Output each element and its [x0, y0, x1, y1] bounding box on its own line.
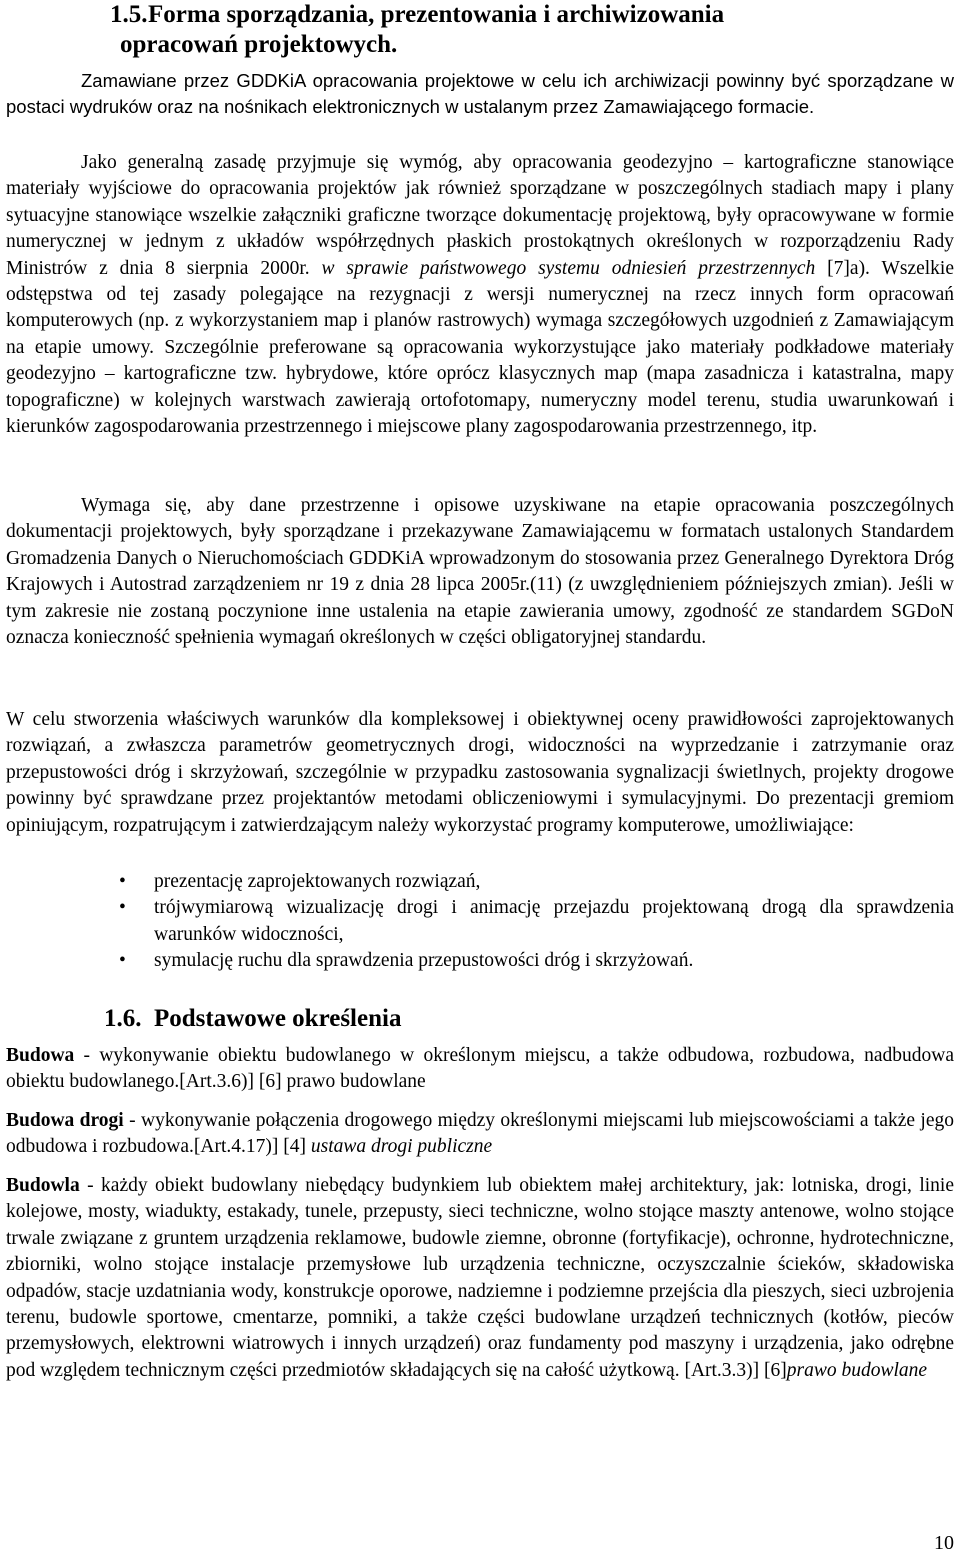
list-item — [6, 895, 954, 948]
definition-text: - wykonywanie połączenia drogowego między określonymi miejscami lub miejscowościami a także jego odbudowa i rozbudowa.[Art.4.17)] [4] — [6, 1110, 954, 1158]
paragraph-sgdon: Wymaga się, aby dane przestrzenne i opisowe uzyskiwane na etapie opracowania poszczególnych dokumentacji projektowych, były sporządzane i przekazywane Zamawiającemu w formatach ustalonych Standardem Gromadzenia Danych o Nieruchomościach GDDKiA wprowadzonym do stosowania przez Generalnego Dyrektora Dróg Krajowych i Autostrad zarządzeniem nr 19 z dnia 28 lipca 2005r.(11) (z uwzględnieniem późniejszych zmian). Jeśli w tym zakresie nie zostaną poczynione inne ustalenia na etapie zawierania umowy, zgodność ze standardem SGDoN oznacza konieczność spełnienia wymagań określonych w części obligatoryjnej standardu. — [6, 495, 954, 649]
section-number: 1.6. — [104, 1005, 142, 1032]
definition-budowla — [6, 1173, 954, 1384]
definition-source: prawo budowlane — [786, 1359, 928, 1381]
paragraph-geodesy-part2: [7]a). Wszelkie odstępstwa od tej zasady polegające na rezygnacji z wersji numerycznej na rzecz innych form opracowań komputerowych (np. z wykorzystaniem map i planów rastrowych) wymaga szczegółowych uzgodnień z Zamawiającym na etapie umowy. Szczególnie preferowane są opracowania wykorzystujące jako materiały podkładowe materiały geodezyjno – kartograficzne tzw. hybrydowe, które oprócz klasycznych map (mapa zasadnicza i katastralna, mapy topograficzne) w kolejnych warstwach zawierają ortofotomapy, numeryczny model terenu, studia uwarunkowań i kierunków zagospodarowania przestrzennego i miejscowe plany zagospodarowania przestrzennego, itp. — [6, 257, 955, 438]
section-heading-1-6 — [104, 1004, 401, 1034]
definition-source: ustawa drogi publiczne — [310, 1136, 493, 1158]
section-number: 1.5. — [110, 1, 148, 28]
list-item-text: prezentację zaprojektowanych rozwiązań, — [154, 871, 481, 892]
section-heading-1-5 — [110, 0, 950, 60]
paragraph-geodesy-part1: Jako generalną zasadę przyjmuje się wymóg, aby opracowania geodezyjno – kartograficzne stanowiące materiały wyjściowe do opracowania projektów jak również sporządzane w poszczególnych stadiach mapy i plany sytuacyjne stanowiące wszelkie załączniki graficzne tworzące dokumentację projektową, były opracowywane w formie numerycznej w jednym z układów współrzędnych płaskich prostokątnych określonych w rozporządzeniu Rady Ministrów z dnia 8 sierpnia 2000r. — [6, 152, 954, 279]
list-item-text: trójwymiarową wizualizację drogi i animację przejazdu projektowaną drogą dla sprawdzenia warunków widoczności, — [154, 897, 954, 945]
bullet-icon: • — [119, 897, 126, 919]
definition-text: - każdy obiekt budowlany niebędący budynkiem lub obiektem małej architektury, jak: lotniska, drogi, linie kolejowe, mosty, wiadukty, estakady, tunele, przepusty, sieci techniczne, wolno stojące maszty antenowe, wolno stojące trwale związane z gruntem urządzenia reklamowe, budowle ziemne, obronne (fortyfikacje), ochronne, hydrotechniczne, zbiorniki, wolno stojące instalacje przemysłowe lub urządzenia techniczne, oczyszczalnie ścieków, składowiska odpadów, stacje uzdatniania wody, konstrukcje oporowe, nadziemne i podziemne przejścia dla pieszych, sieci uzbrojenia terenu, budowle sportowe, cmentarze, pomniki, a także części budowlane urządzeń technicznych (kotłów, pieców przemysłowych, elektrowni wiatrowych i innych urządzeń) oraz fundamenty pod maszyny i urządzenia, jako odrębne pod względem technicznym części przedmiotów składających się na całość użytkową. [Art.3.3)] [6] — [6, 1175, 954, 1381]
definition-term: Budowa drogi — [6, 1110, 124, 1131]
definition-term: Budowa — [6, 1045, 75, 1066]
paragraph-geodesy — [6, 150, 954, 440]
section-title-line2: opracowań projektowych. — [120, 31, 398, 58]
definition-budowa — [6, 1043, 954, 1096]
definition-text: - wykonywanie obiektu budowlanego w określonym miejscu, a także odbudowa, rozbudowa, nadbudowa obiektu budowlanego.[Art.3.6)] [6] prawo budowlane — [6, 1045, 954, 1093]
definition-budowa-drogi — [6, 1108, 954, 1161]
regulation-title: w sprawie państwowego systemu odniesień przestrzennych — [321, 257, 816, 279]
section-title-line1: Forma sporządzania, prezentowania i archiwizowania — [148, 1, 725, 28]
paragraph-simulation: W celu stworzenia właściwych warunków dla kompleksowej i obiektywnej oceny prawidłowości zaprojektowanych rozwiązań, a zwłaszcza parametrów geometrycznych drogi, widoczności na wyprzedzanie i zatrzymanie oraz przepustowości dróg i skrzyżowań, szczególnie w przypadku zastosowania sygnalizacji świetlnych, projekty drogowe powinny być sprawdzane przez projektantów metodami obliczeniowymi i symulacyjnymi. Do prezentacji gremiom opiniującym, rozpatrującym i zatwierdzającym należy wykorzystać programy komputerowe, umożliwiające: — [6, 709, 954, 836]
list-item — [6, 948, 954, 974]
list-item-text: symulację ruchu dla sprawdzenia przepustowości dróg i skrzyżowań. — [154, 950, 694, 972]
definition-term: Budowla — [6, 1175, 80, 1196]
list-item — [6, 869, 954, 895]
bullet-icon: • — [119, 950, 126, 972]
bullet-list — [6, 869, 954, 975]
paragraph-archiving: Zamawiane przez GDDKiA opracowania projektowe w celu ich archiwizacji powinny być sporządzane w postaci wydruków oraz na nośnikach elektronicznych w ustalanym przez Zamawiającego formacie. — [6, 70, 954, 118]
bullet-icon: • — [119, 871, 126, 892]
page-number: 10 — [934, 1532, 954, 1554]
section-title: Podstawowe określenia — [154, 1005, 402, 1032]
